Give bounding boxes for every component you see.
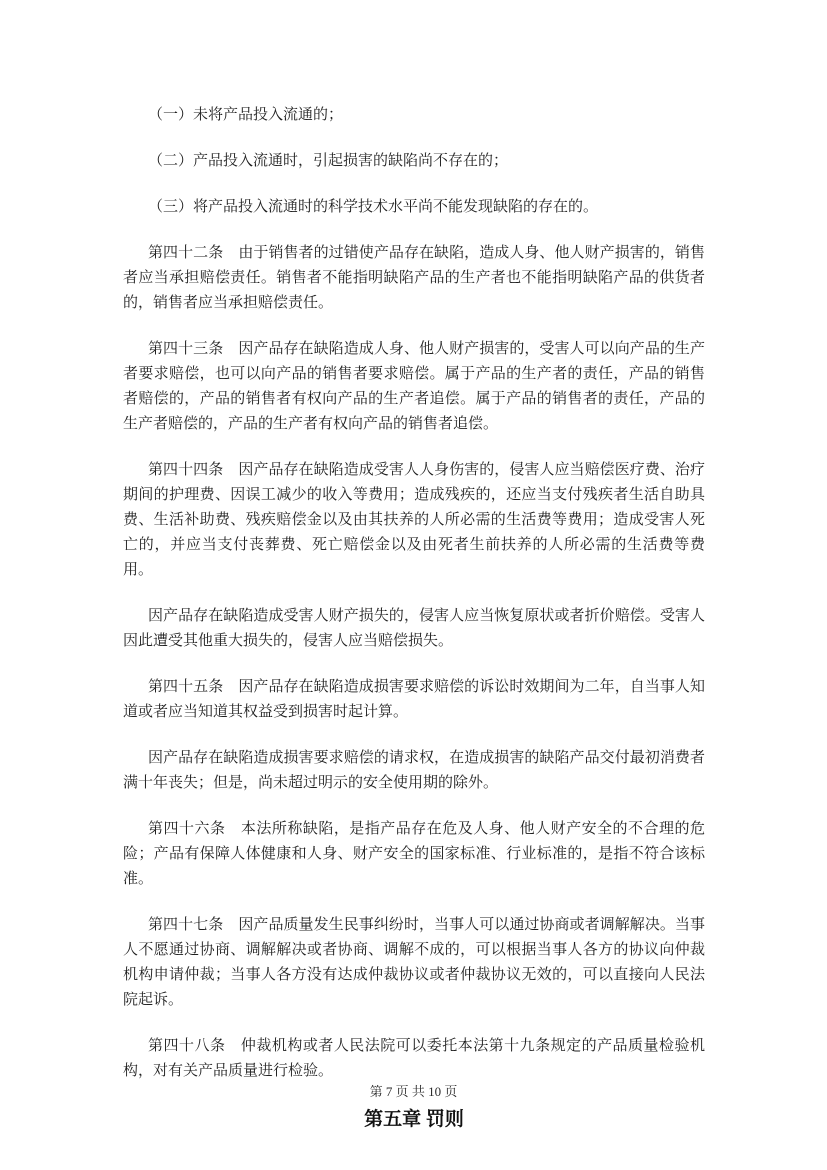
article-46-paragraph: 第四十六条 本法所称缺陷，是指产品存在危及人身、他人财产安全的不合理的危险；产品有保障人体健康和人身、财产安全的国家标准、行业标准的，是指不符合该标准。	[123, 821, 705, 887]
document-body	[123, 103, 705, 1135]
article-48-paragraph: 第四十八条 仲裁机构或者人民法院可以委托本法第十九条规定的产品质量检验机构，对有关产品质量进行检验。	[123, 1038, 705, 1079]
article-45-paragraph: 第四十五条 因产品存在缺陷造成损害要求赔偿的诉讼时效期间为二年，自当事人知道或者应当知道其权益受到损害时起计算。	[123, 679, 705, 720]
page-number-footer: 第 7 页 共 10 页	[369, 1084, 458, 1099]
article-44-paragraph: 第四十四条 因产品存在缺陷造成受害人人身伤害的，侵害人应当赔偿医疗费、治疗期间的护理费、因误工减少的收入等费用；造成残疾的，还应当支付残疾者生活自助具费、生活补助费、残疾赔偿金以及由其扶养的人所必需的生活费等费用；造成受害人死亡的，并应当支付丧葬费、死亡赔偿金以及由死者生前扶养的人所必需的生活费等费用。	[123, 462, 705, 578]
article-44-property-loss-paragraph: 因产品存在缺陷造成受害人财产损失的，侵害人应当恢复原状或者折价赔偿。受害人因此遭受其他重大损失的，侵害人应当赔偿损失。	[123, 608, 705, 649]
clause-item-2: （二）产品投入流通时，引起损害的缺陷尚不存在的；	[148, 153, 509, 169]
chapter-5-heading: 第五章 罚则	[364, 1109, 464, 1130]
article-42-paragraph: 第四十二条 由于销售者的过错使产品存在缺陷，造成人身、他人财产损害的，销售者应当承担赔偿责任。销售者不能指明缺陷产品的生产者也不能指明缺陷产品的供货者的，销售者应当承担赔偿责任。	[123, 245, 705, 311]
article-43-paragraph: 第四十三条 因产品存在缺陷造成人身、他人财产损害的，受害人可以向产品的生产者要求赔偿，也可以向产品的销售者要求赔偿。属于产品的生产者的责任，产品的销售者赔偿的，产品的销售者有权向产品的生产者追偿。属于产品的销售者的责任，产品的生产者赔偿的，产品的生产者有权向产品的销售者追偿。	[123, 341, 705, 432]
article-47-paragraph: 第四十七条 因产品质量发生民事纠纷时，当事人可以通过协商或者调解解决。当事人不愿通过协商、调解解决或者协商、调解不成的，可以根据当事人各方的协议向仲裁机构申请仲裁；当事人各方没有达成仲裁协议或者仲裁协议无效的，可以直接向人民法院起诉。	[123, 917, 705, 1008]
clause-item-3: （三）将产品投入流通时的科学技术水平尚不能发现缺陷的存在的。	[148, 199, 599, 215]
article-45-claim-right-paragraph: 因产品存在缺陷造成损害要求赔偿的请求权，在造成损害的缺陷产品交付最初消费者满十年丧失；但是，尚未超过明示的安全使用期的除外。	[123, 750, 705, 791]
clause-item-1: （一）未将产品投入流通的；	[148, 107, 344, 123]
